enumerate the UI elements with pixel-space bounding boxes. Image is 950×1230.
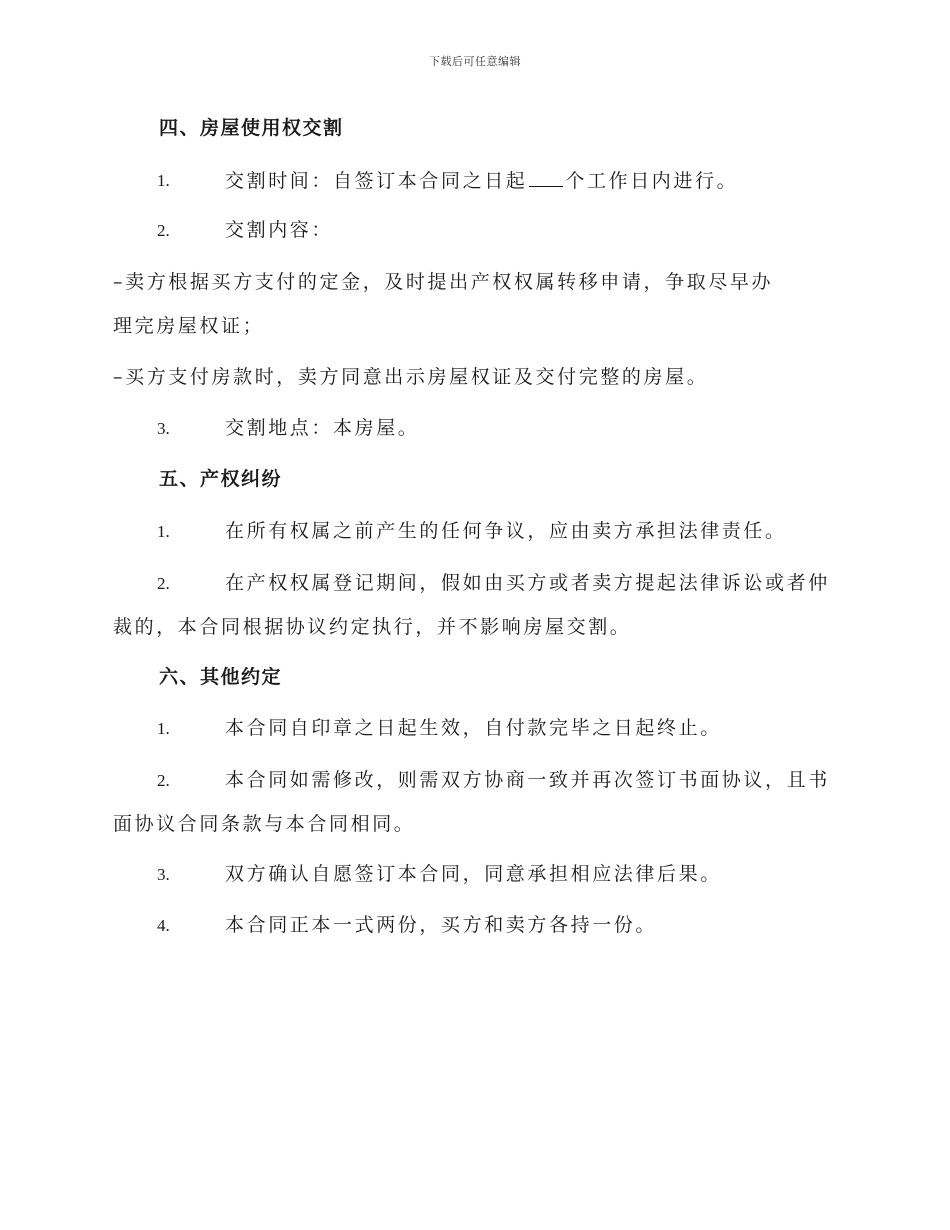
clause-handover-place: 交割地点：本房屋。 (225, 417, 420, 439)
item-number: 2. (157, 574, 170, 593)
section-5-title: 五、产权纠纷 (159, 468, 283, 490)
item-number: 4. (157, 916, 170, 935)
item-number: 2. (157, 221, 170, 240)
clause-text: 在所有权属之前产生的任何争议，应由卖方承担法律责任。 (225, 520, 787, 542)
bullet-line: –买方支付房款时，卖方同意出示房屋权证及交付完整的房屋。 (113, 366, 709, 388)
clause-text: 交割时间：自签订本合同之日起 (225, 170, 528, 192)
page-header: 下载后可任意编辑 (429, 55, 521, 68)
clause-text: 个工作日内进行。 (565, 170, 739, 192)
clause-text: 本合同自印章之日起生效，自付款完毕之日起终止。 (225, 717, 722, 739)
item-number: 3. (157, 419, 170, 438)
bullet-line-cont: 理完房屋权证； (113, 315, 265, 337)
clause-text: 双方确认自愿签订本合同，同意承担相应法律后果。 (225, 863, 722, 885)
item-number: 1. (157, 719, 170, 738)
item-number: 2. (157, 771, 170, 790)
item-number: 3. (157, 865, 170, 884)
clause-handover-time (225, 168, 738, 193)
section-6-title: 六、其他约定 (159, 666, 283, 688)
item-number: 1. (157, 522, 170, 541)
clause-text: 本合同正本一式两份，买方和卖方各持一份。 (225, 914, 658, 936)
clause-text-cont: 裁的，本合同根据协议约定执行，并不影响房屋交割。 (113, 616, 632, 638)
bullet-line: –卖方根据买方支付的定金，及时提出产权权属转移申请，争取尽早办 (113, 271, 774, 293)
clause-text: 在产权权属登记期间，假如由买方或者卖方提起法律诉讼或者仲 (225, 572, 830, 594)
clause-text-cont: 面协议合同条款与本合同相同。 (113, 813, 416, 835)
clause-text: 本合同如需修改，则需双方协商一致并再次签订书面协议，且书 (225, 769, 830, 791)
section-4-title: 四、房屋使用权交割 (159, 117, 344, 139)
clause-handover-content: 交割内容： (225, 219, 334, 241)
item-number: 1. (157, 171, 170, 190)
blank-field (529, 168, 563, 187)
